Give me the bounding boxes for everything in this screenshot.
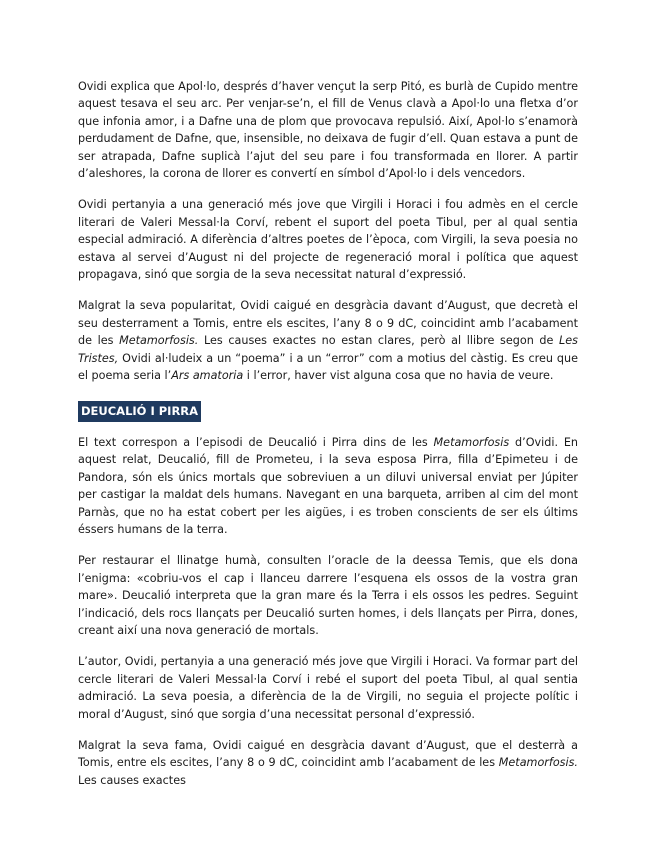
italic-title: Metamorfosis. [119, 334, 199, 348]
paragraph-oracle: Per restaurar el llinatge humà, consulten l’oracle de la deessa Temis, que els dona l’enigma: «cobriu-vos el cap i llanceu darrere l’esquena els ossos de la vostra gran mare». Deucalió interpreta que la gran mare és la Terra i els ossos les pedres. Seguint l’indicació, dels rocs llançats per Deucalió surten homes, i dels llançats per Pirra, dones, creant així una nova generació de mortals. [78, 554, 578, 637]
section-heading: DEUCALIÓ I PIRRA [78, 401, 201, 422]
text-run: El text correspon a l’episodi de Deucalió i Pirra dins de les [78, 435, 434, 449]
text-run: Ovidi al·ludeix a un “poema” i a un “error” com a motius del càstig. Es creu que el poema seria l’ [78, 351, 578, 383]
text-run: d’Ovidi. En aquest relat, Deucalió, fill de Prometeu, i la seva esposa Pirra, filla d’Epimeteu i de Pandora, són els únics mortals que sobreviuen a un diluvi universal enviat per Júpiter per castigar la maldat dels humans. Navegant en una barqueta, arriben al cim del mont Parnàs, que no ha estat cobert per les aigües, i es troben conscients de ser els últims éssers humans de la terra. [78, 435, 579, 536]
text-run: Malgrat la seva popularitat, Ovidi caigué en desgràcia davant d’August, que decretà el seu desterrament a Tomis, entre els escites, l’any 8 o 9 dC, coincidint amb l’acabament de les [78, 299, 578, 348]
document-body [78, 78, 578, 803]
italic-title: Les Tristes, [78, 334, 578, 365]
text-run: Les causes exactes [78, 773, 186, 787]
paragraph-fame [78, 737, 578, 789]
text-run: i l’error, haver vist alguna cosa que no havia de veure. [243, 369, 554, 383]
italic-title: Ars amatoria [171, 369, 244, 383]
paragraph-apollo-dafne: Ovidi explica que Apol·lo, després d’haver vençut la serp Pitó, es burlà de Cupido mentre aquest tesava el seu arc. Per venjar-se’n, el fill de Venus clavà a Apol·lo una fletxa d’or que infonia amor, i a Dafne una de plom que provocava repulsió. Així, Apol·lo s’enamorà perdudament de Dafne, que, insensible, no deixava de fugir d’ell. Quan estava a punt de ser atrapada, Dafne suplicà l’ajut del seu pare i fou transformada en llorer. A partir d’aleshores, la corona de llorer es convertí en símbol d’Apol·lo i dels vencedors. [78, 80, 578, 181]
italic-title: Metamorfosis. [498, 756, 578, 770]
paragraph-author: L’autor, Ovidi, pertanyia a una generació més jove que Virgili i Horaci. Va formar part del cercle literari de Valeri Messal·la Corví i rebé el suport del poeta Tibul, al qual sentia admiració. La seva poesia, a diferència de la de Virgili, no seguia el projecte polític i moral d’August, sinó que sorgia d’una necessitat personal d’expressió. [78, 655, 578, 721]
text-run: Malgrat la seva fama, Ovidi caigué en desgràcia davant d’August, que el desterrà a Tomis, entre els escites, l’any 8 o 9 dC, coincidint amb l’acabament de les [78, 739, 578, 770]
paragraph-ovidi-exile [78, 297, 578, 384]
italic-title: Metamorfosis [433, 435, 510, 449]
text-run: Les causes exactes no estan clares, però al llibre segon de [198, 334, 560, 348]
paragraph-ovidi-generation: Ovidi pertanyia a una generació més jove que Virgili i Horaci i fou admès en el cercle literari de Valeri Messal·la Corví, rebent el suport del poeta Tibul, per al qual sentia especial admiració. A diferència d’altres poetes de l’època, com Virgili, la seva poesia no estava al servei d’August ni del projecte de regeneració moral i política que aquest propagava, sinó que sorgia de la seva necessitat natural d’expressió. [78, 198, 578, 282]
paragraph-deucalio-intro [78, 434, 578, 538]
